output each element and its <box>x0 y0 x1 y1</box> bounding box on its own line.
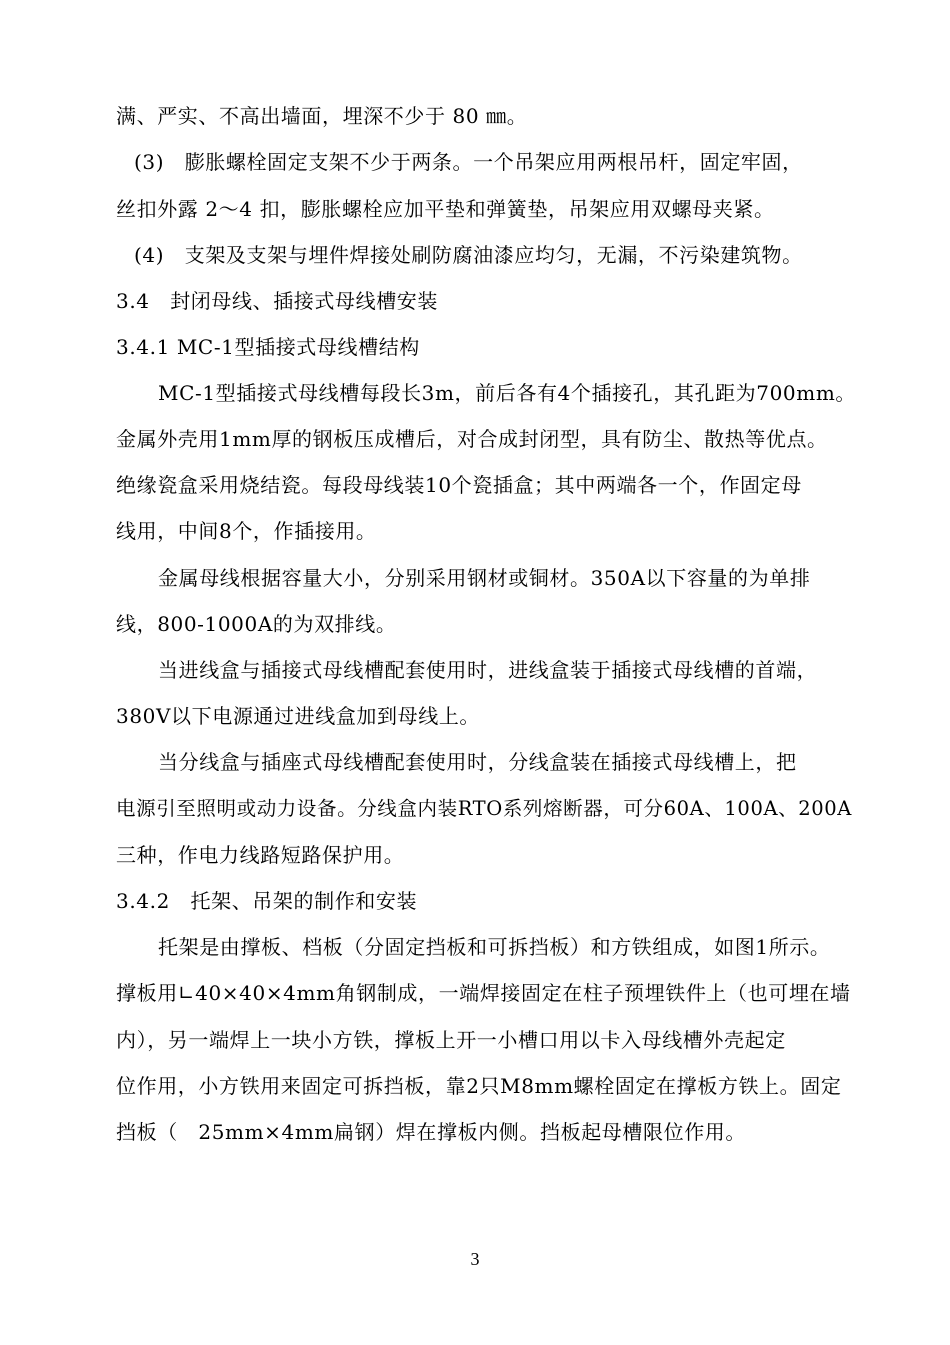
page-number: 3 <box>470 1249 480 1269</box>
paragraph-line: 托架是由撑板、档板（分固定挡板和可拆挡板）和方铁组成，如图1所示。 <box>158 935 831 959</box>
paragraph-line: 内），另一端焊上一块小方铁，撑板上开一小槽口用以卡入母线槽外壳起定 <box>116 1028 786 1052</box>
paragraph-line: 绝缘瓷盒采用烧结瓷。每段母线装10个瓷插盒；其中两端各一个，作固定母 <box>116 473 802 497</box>
paragraph-line: 金属外壳用1mm厚的钢板压成槽后，对合成封闭型，具有防尘、散热等优点。 <box>116 427 828 451</box>
paragraph-line: 当分线盒与插座式母线槽配套使用时，分线盒装在插接式母线槽上，把 <box>158 750 797 774</box>
paragraph-line: 金属母线根据容量大小，分别采用钢材或铜材。350A以下容量的为单排 <box>158 566 811 590</box>
list-item-3: (3) 膨胀螺栓固定支架不少于两条。一个吊架应用两根吊杆，固定牢固， <box>134 150 803 174</box>
paragraph-line: MC-1型插接式母线槽每段长3m，前后各有4个插接孔，其孔距为700mm。 <box>158 381 856 405</box>
paragraph-line: 撑板用∟40×40×4mm角钢制成，一端焊接固定在柱子预埋铁件上（也可埋在墙 <box>116 981 851 1005</box>
paragraph-line: 线，800-1000A的为双排线。 <box>116 612 397 636</box>
section-heading-3-4: 3.4 封闭母线、插接式母线槽安装 <box>116 289 439 313</box>
list-item-4: (4) 支架及支架与埋件焊接处刷防腐油漆应均匀，无漏，不污染建筑物。 <box>134 243 803 267</box>
paragraph-line: 电源引至照明或动力设备。分线盒内装RTO系列熔断器，可分60A、100A、200A <box>116 797 852 820</box>
paragraph-line: 三种，作电力线路短路保护用。 <box>116 843 405 867</box>
paragraph-line: 挡板（ 25mm×4mm扁钢）焊在撑板内侧。挡板起母槽限位作用。 <box>116 1120 746 1144</box>
section-heading-3-4-1: 3.4.1 MC-1型插接式母线槽结构 <box>116 335 420 359</box>
paragraph-line: 位作用，小方铁用来固定可拆挡板，靠2只M8mm螺栓固定在撑板方铁上。固定 <box>116 1074 842 1098</box>
section-heading-3-4-2: 3.4.2 托架、吊架的制作和安装 <box>116 889 418 913</box>
body-line-1: 满、严实、不高出墙面，埋深不少于 80 ㎜。 <box>116 104 528 128</box>
paragraph-line: 线用，中间8个，作插接用。 <box>116 519 377 543</box>
paragraph-line: 当进线盒与插接式母线槽配套使用时，进线盒装于插接式母线槽的首端， <box>158 658 818 682</box>
paragraph-line: 380V以下电源通过进线盒加到母线上。 <box>116 704 481 728</box>
body-line-3: 丝扣外露 2～4 扣，膨胀螺栓应加平垫和弹簧垫，吊架应用双螺母夹紧。 <box>116 197 775 221</box>
